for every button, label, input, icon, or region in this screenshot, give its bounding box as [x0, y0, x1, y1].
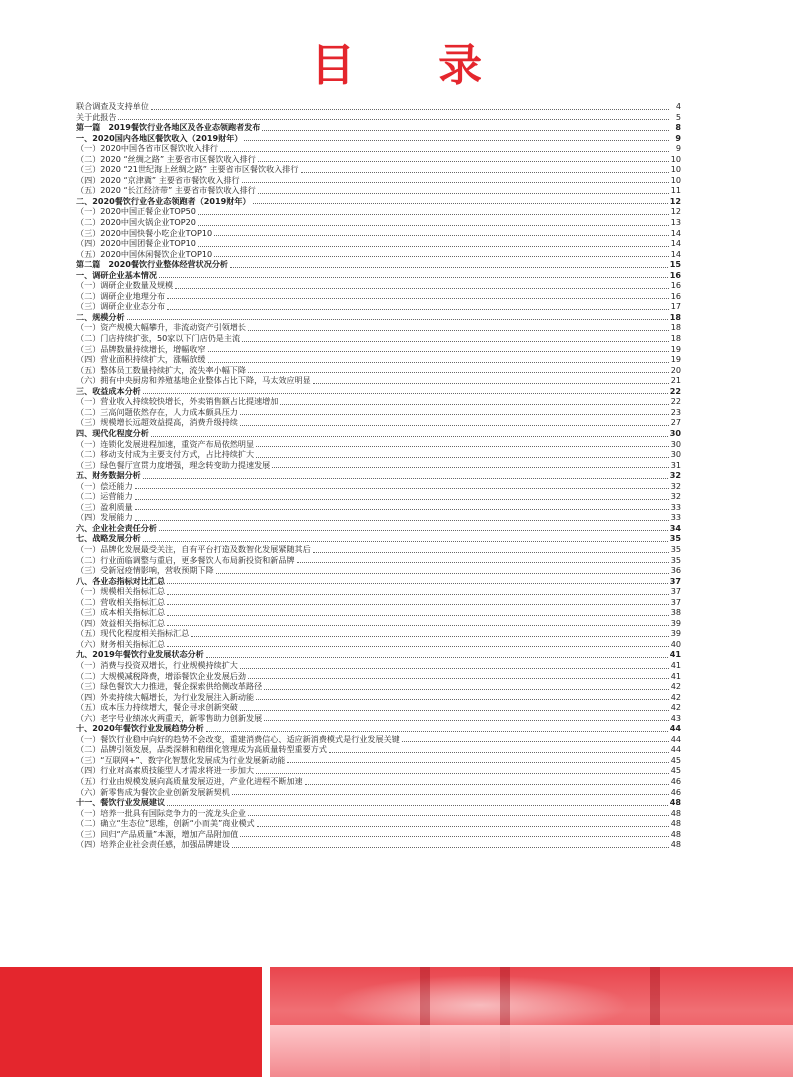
toc-leader-dots: [240, 414, 669, 415]
toc-entry-label: （三）回归“产品质量”本源，增加产品附加值: [76, 828, 239, 839]
toc-entry-label: 联合调查及支持单位: [76, 101, 149, 111]
toc-entry-label: 四、现代化程度分析: [76, 427, 149, 438]
toc-leader-dots: [208, 362, 669, 363]
toc-entry-label: （六）新零售成为餐饮企业创新发展新契机: [76, 786, 230, 797]
toc-entry[interactable]: [76, 808, 681, 819]
toc-page-number: 44: [670, 733, 681, 744]
toc-entry-label: （一）连锁化发展进程加速，重资产布局依然明显: [76, 438, 255, 449]
toc-page-number: 43: [670, 712, 681, 723]
toc-leader-dots: [242, 182, 669, 183]
toc-entry[interactable]: [76, 249, 681, 260]
toc-page-number: 20: [670, 364, 681, 375]
toc-leader-dots: [214, 235, 669, 236]
toc-entry[interactable]: [76, 502, 681, 513]
toc-leader-dots: [258, 161, 669, 162]
toc-entry-label: 十、2020年餐饮行业发展趋势分析: [76, 723, 204, 734]
toc-entry-label: （三）受新冠疫情影响，营收预期下降: [76, 565, 214, 576]
toc-entry-label: 六、企业社会责任分析: [76, 522, 157, 533]
toc-page-number: 32: [670, 491, 681, 502]
toc-leader-dots: [253, 203, 668, 204]
toc-entry[interactable]: [76, 628, 681, 639]
toc-section-entry[interactable]: [76, 196, 681, 207]
toc-leader-dots: [257, 826, 669, 827]
toc-entry-label: （二）门店持续扩张，50家以下门店仍是主流: [76, 333, 241, 344]
toc-leader-dots: [230, 267, 668, 268]
toc-section-entry[interactable]: [76, 386, 681, 397]
toc-entry[interactable]: [76, 460, 681, 471]
toc-entry[interactable]: [76, 639, 681, 650]
toc-leader-dots: [135, 488, 669, 489]
toc-leader-dots: [167, 604, 669, 605]
toc-section-entry[interactable]: [76, 270, 681, 281]
toc-leader-dots: [214, 256, 669, 257]
toc-leader-dots: [232, 847, 669, 848]
toc-section-entry[interactable]: [76, 312, 681, 323]
toc-entry-label: （五）整体员工数量持续扩大，流失率小幅下降: [76, 364, 246, 375]
toc-leader-dots: [118, 119, 669, 120]
toc-entry-label: （二）品牌引领发展，品类深耕和精细化管理成为高质量转型重要方式: [76, 744, 327, 755]
toc-entry-label: 五、财务数据分析: [76, 470, 141, 481]
banner-tablecloth: [270, 1025, 793, 1077]
toc-page-number: 16: [670, 280, 681, 291]
toc-leader-dots: [313, 383, 669, 384]
toc-entry-label: （一）营业收入持续较快增长，外卖销售额占比提速增加: [76, 396, 279, 407]
toc-entry[interactable]: [76, 322, 681, 333]
toc-entry[interactable]: [76, 765, 681, 776]
toc-leader-dots: [232, 794, 669, 795]
toc-entry[interactable]: [76, 618, 681, 629]
toc-entry[interactable]: [76, 555, 681, 566]
toc-section-entry[interactable]: [76, 649, 681, 660]
toc-section-entry[interactable]: [76, 797, 681, 808]
toc-leader-dots: [143, 541, 668, 542]
toc-entry-label: （五）现代化程度相关指标汇总: [76, 628, 190, 639]
toc-entry-label: （四）2020 “京津冀” 主要省市餐饮收入排行: [76, 174, 240, 185]
toc-entry[interactable]: [76, 407, 681, 418]
toc-page-number: 35: [670, 554, 681, 565]
toc-entry[interactable]: [76, 439, 681, 450]
toc-page-number: 30: [670, 438, 681, 449]
toc-leader-dots: [248, 815, 669, 816]
toc-entry-label: （二）确立“生态位”思维，创新“小而美”商业模式: [76, 818, 255, 829]
toc-section-entry[interactable]: [76, 259, 681, 270]
toc-entry-label: （六）老字号业绩冰火两重天，新零售助力创新发展: [76, 712, 263, 723]
toc-page-number: 19: [670, 354, 681, 365]
toc-leader-dots: [167, 625, 669, 626]
toc-page-number: 16: [670, 290, 681, 301]
toc-section-entry[interactable]: [76, 428, 681, 439]
toc-entry[interactable]: [76, 143, 681, 154]
toc-entry-label: （三）“互联网+”、数字化智慧化发展成为行业发展新动能: [76, 754, 286, 765]
toc-page-number: 15: [669, 259, 681, 270]
toc-leader-dots: [220, 151, 669, 152]
toc-entry-label: （一）资产规模大幅攀升，非流动资产引领增长: [76, 322, 246, 333]
toc-entry-label: （二）2020中国火锅企业TOP20: [76, 217, 196, 228]
toc-leader-dots: [262, 130, 669, 131]
toc-page-number: 9: [675, 143, 681, 154]
toc-leader-dots: [240, 668, 669, 669]
toc-entry[interactable]: [76, 692, 681, 703]
toc-leader-dots: [198, 225, 669, 226]
toc-entry-label: （四）营业面积持续扩大，涨幅放缓: [76, 354, 206, 365]
toc-page-number: 22: [669, 385, 681, 396]
page-title: 目 录: [310, 40, 517, 91]
toc-leader-dots: [305, 784, 669, 785]
toc-leader-dots: [248, 372, 669, 373]
toc-leader-dots: [159, 530, 668, 531]
toc-entry[interactable]: [76, 586, 681, 597]
toc-entry-label: （二）2020 “丝绸之路” 主要省市区餐饮收入排行: [76, 153, 256, 164]
toc-page-number: 48: [670, 807, 681, 818]
toc-page-number: 18: [670, 322, 681, 333]
toc-page-number: 18: [669, 311, 681, 322]
toc-leader-dots: [240, 836, 669, 837]
toc-page-number: 12: [670, 206, 681, 217]
toc-leader-dots: [264, 720, 669, 721]
toc-leader-dots: [256, 457, 669, 458]
toc-entry[interactable]: [76, 671, 681, 682]
toc-entry-label: （三）调研企业业态分布: [76, 301, 166, 312]
footer-red-block: [0, 967, 262, 1077]
toc-page-number: 10: [670, 174, 681, 185]
toc-leader-dots: [175, 288, 669, 289]
toc-entry[interactable]: [76, 291, 681, 302]
toc-page-number: 19: [670, 343, 681, 354]
toc-entry[interactable]: [76, 734, 681, 745]
toc-entry[interactable]: [76, 481, 681, 492]
toc-entry-label: （三）规模增长远超效益提高，消费升级持续: [76, 417, 238, 428]
toc-entry-label: （一）消费与投资双增长，行业规模持续扩大: [76, 659, 238, 670]
toc-page-number: 46: [670, 786, 681, 797]
toc-entry-label: （四）外卖持续大幅增长，为行业发展注入新动能: [76, 691, 255, 702]
toc-leader-dots: [151, 109, 669, 110]
toc-page-number: 48: [670, 839, 681, 850]
toc-entry[interactable]: [76, 713, 681, 724]
toc-page-number: 4: [675, 101, 681, 111]
toc-entry-label: 三、收益成本分析: [76, 385, 141, 396]
toc-page-number: 39: [670, 628, 681, 639]
toc-entry[interactable]: [76, 154, 681, 165]
toc-leader-dots: [167, 298, 669, 299]
toc-leader-dots: [135, 499, 669, 500]
toc-page-number: 17: [670, 301, 681, 312]
toc-page-number: 14: [670, 248, 681, 259]
toc-entry[interactable]: [76, 776, 681, 787]
toc-entry-label: （四）2020中国团餐企业TOP10: [76, 238, 196, 249]
toc-leader-dots: [240, 425, 669, 426]
toc-page-number: 42: [670, 691, 681, 702]
toc-entry[interactable]: [76, 344, 681, 355]
toc-page-number: 40: [670, 638, 681, 649]
toc-entry[interactable]: [76, 512, 681, 523]
toc-entry-label: （二）行业面临调整与重启，更多餐饮人布局新投资和新品牌: [76, 554, 295, 565]
toc-section-entry[interactable]: [76, 723, 681, 734]
toc-section-entry[interactable]: [76, 133, 681, 144]
toc-page-number: 37: [670, 586, 681, 597]
toc-entry-label: （四）发展能力: [76, 512, 133, 523]
toc-entry[interactable]: [76, 185, 681, 196]
toc-leader-dots: [135, 509, 669, 510]
toc-leader-dots: [248, 330, 669, 331]
toc-leader-dots: [135, 520, 669, 521]
toc-page-number: 44: [670, 744, 681, 755]
toc-entry[interactable]: [76, 597, 681, 608]
toc-page-number: 27: [670, 417, 681, 428]
toc-leader-dots: [143, 393, 668, 394]
toc-page-number: 12: [669, 195, 681, 206]
toc-entry-label: （六）拥有中央厨房和养殖基地企业整体占比下降，马太效应明显: [76, 375, 311, 386]
toc-entry[interactable]: [76, 164, 681, 175]
toc-leader-dots: [167, 646, 669, 647]
toc-entry[interactable]: [76, 365, 681, 376]
toc-entry-label: 第二篇 2020餐饮行业整体经营状况分析: [76, 259, 229, 270]
toc-page-number: 23: [670, 406, 681, 417]
toc-page-number: 38: [670, 607, 681, 618]
toc-entry[interactable]: [76, 354, 681, 365]
toc-page-number: 32: [670, 480, 681, 491]
toc-entry-label: 二、2020餐饮行业各业态领跑者（2019财年）: [76, 195, 251, 206]
toc-page-number: 9: [675, 132, 681, 143]
toc-page-number: 46: [670, 776, 681, 786]
toc-page-number: 41: [670, 659, 681, 670]
toc-page-number: 42: [670, 681, 681, 692]
toc-entry[interactable]: [76, 702, 681, 713]
toc-page-number: 34: [669, 522, 681, 533]
toc-page-number: 10: [670, 153, 681, 164]
toc-page-number: 37: [670, 596, 681, 607]
toc-page-number: 36: [670, 565, 681, 576]
toc-entry-label: （四）效益相关指标汇总: [76, 617, 166, 628]
toc-entry[interactable]: [76, 787, 681, 798]
toc-leader-dots: [297, 562, 669, 563]
toc-leader-dots: [159, 277, 668, 278]
toc-entry[interactable]: [76, 333, 681, 344]
toc-page-number: 13: [670, 217, 681, 228]
toc-section-entry[interactable]: [76, 533, 681, 544]
toc-entry-label: （一）2020中国正餐企业TOP50: [76, 206, 196, 217]
toc-entry-label: （三）成本相关指标汇总: [76, 607, 166, 618]
toc-entry-label: （一）2020中国各省市区餐饮收入排行: [76, 143, 219, 154]
toc-page-number: 11: [670, 185, 681, 196]
toc-section-entry[interactable]: [76, 523, 681, 534]
toc-entry[interactable]: [76, 829, 681, 840]
toc-entry[interactable]: [76, 818, 681, 829]
toc-entry-label: 一、调研企业基本情况: [76, 269, 157, 280]
toc-page-number: 45: [670, 765, 681, 776]
toc-entry-label: （二）调研企业地理分布: [76, 290, 166, 301]
toc-page-number: 44: [669, 723, 681, 734]
toc-entry[interactable]: [76, 681, 681, 692]
toc-entry-label: 九、2019年餐饮行业发展状态分析: [76, 649, 204, 660]
toc-entry[interactable]: [76, 396, 681, 407]
toc-entry[interactable]: [76, 449, 681, 460]
toc-entry[interactable]: [76, 607, 681, 618]
toc-leader-dots: [206, 657, 668, 658]
toc-entry-label: 十一、餐饮行业发展建议: [76, 797, 166, 808]
toc-page-number: 32: [669, 470, 681, 481]
toc-page-number: 5: [675, 111, 681, 122]
toc-leader-dots: [329, 752, 669, 753]
toc-leader-dots: [264, 689, 669, 690]
toc-entry-label: （一）偿还能力: [76, 480, 133, 491]
toc-entry-label: 一、2020国内各地区餐饮收入（2019财年）: [76, 132, 243, 143]
toc-leader-dots: [287, 762, 668, 763]
toc-entry[interactable]: [76, 280, 681, 291]
toc-leader-dots: [280, 404, 668, 405]
toc-page-number: 45: [670, 754, 681, 765]
table-of-contents: [76, 101, 681, 850]
toc-leader-dots: [143, 478, 668, 479]
toc-leader-dots: [244, 140, 669, 141]
toc-page-number: 35: [669, 533, 681, 544]
toc-leader-dots: [240, 710, 669, 711]
toc-page-number: 22: [670, 396, 681, 407]
toc-entry[interactable]: [76, 755, 681, 766]
toc-entry[interactable]: [76, 491, 681, 502]
toc-entry-label: （四）行业对高素质技能型人才需求将进一步加大: [76, 765, 255, 776]
toc-entry[interactable]: [76, 217, 681, 228]
toc-page-number: 48: [669, 797, 681, 808]
toc-entry[interactable]: [76, 175, 681, 186]
toc-leader-dots: [216, 573, 669, 574]
toc-entry-label: 关于此报告: [76, 111, 117, 122]
toc-entry[interactable]: [76, 206, 681, 217]
toc-leader-dots: [301, 172, 669, 173]
toc-entry-label: （五）行业由规模发展向高质量发展迈进，产业化进程不断加速: [76, 776, 303, 786]
toc-page-number: 33: [670, 512, 681, 523]
toc-entry-label: （五）2020 “长江经济带” 主要省市餐饮收入排行: [76, 185, 256, 196]
toc-entry[interactable]: [76, 375, 681, 386]
toc-entry-label: （三）绿色餐饮大力推进，餐企探索供给侧改革路径: [76, 681, 263, 692]
toc-entry[interactable]: [76, 101, 681, 112]
toc-entry-label: 七、战略发展分析: [76, 533, 141, 544]
toc-entry-label: （一）餐饮行业稳中向好的趋势不会改变，重建消费信心、适应新消费模式是行业发展关键: [76, 733, 400, 744]
toc-leader-dots: [248, 678, 669, 679]
toc-entry[interactable]: [76, 839, 681, 850]
toc-leader-dots: [208, 351, 669, 352]
toc-page-number: 48: [670, 818, 681, 829]
footer-photo-banner: [270, 967, 793, 1077]
toc-section-entry[interactable]: [76, 122, 681, 133]
toc-entry[interactable]: [76, 660, 681, 671]
toc-entry[interactable]: [76, 238, 681, 249]
toc-entry-label: （三）品牌数量持续增长，增幅收窄: [76, 343, 206, 354]
toc-entry[interactable]: [76, 744, 681, 755]
toc-leader-dots: [313, 552, 669, 553]
toc-leader-dots: [402, 741, 669, 742]
toc-entry-label: （五）2020中国休闲餐饮企业TOP10: [76, 248, 213, 259]
toc-entry-label: 二、规模分析: [76, 311, 125, 322]
toc-page-number: 48: [670, 828, 681, 839]
toc-leader-dots: [272, 467, 668, 468]
toc-entry[interactable]: [76, 544, 681, 555]
toc-page-number: 31: [670, 459, 681, 470]
toc-entry-label: （三）2020中国快餐小吃企业TOP10: [76, 227, 213, 238]
toc-leader-dots: [256, 446, 669, 447]
toc-leader-dots: [256, 773, 669, 774]
toc-page-number: 16: [669, 269, 681, 280]
toc-page-number: 30: [670, 449, 681, 460]
toc-leader-dots: [167, 615, 669, 616]
toc-entry-label: （三）绿色餐厅宣贯力度增强，理念转变助力提速发展: [76, 459, 271, 470]
toc-leader-dots: [127, 319, 668, 320]
toc-page-number: 35: [670, 543, 681, 554]
toc-page-number: 33: [670, 501, 681, 512]
toc-entry-label: （一）调研企业数量及规模: [76, 280, 174, 291]
toc-leader-dots: [167, 594, 669, 595]
toc-entry-label: （三）2020 “21世纪海上丝绸之路” 主要省市区餐饮收入排行: [76, 164, 299, 175]
toc-entry-label: 八、各业态指标对比汇总: [76, 575, 166, 586]
toc-entry-label: （四）培养企业社会责任感，加强品牌建设: [76, 839, 230, 850]
toc-section-entry[interactable]: [76, 576, 681, 587]
toc-leader-dots: [167, 805, 668, 806]
toc-entry-label: （一）品牌化发展最受关注，自有平台打造及数智化发展紧随其后: [76, 543, 311, 554]
toc-entry[interactable]: [76, 417, 681, 428]
toc-page-number: 8: [675, 122, 681, 133]
toc-page-number: 14: [670, 238, 681, 249]
toc-entry-label: （二）三高问题依然存在，人力成本颇具压力: [76, 406, 238, 417]
toc-leader-dots: [198, 246, 669, 247]
toc-page-number: 41: [669, 649, 681, 660]
toc-leader-dots: [191, 636, 668, 637]
toc-entry[interactable]: [76, 112, 681, 123]
toc-page-number: 18: [670, 333, 681, 344]
toc-leader-dots: [206, 731, 668, 732]
toc-entry-label: （一）规模相关指标汇总: [76, 586, 166, 597]
toc-entry-label: 第一篇 2019餐饮行业各地区及各业态领跑者发布: [76, 122, 261, 133]
toc-leader-dots: [167, 583, 668, 584]
toc-page-number: 37: [669, 575, 681, 586]
toc-entry-label: （二）移动支付成为主要支付方式，占比持续扩大: [76, 449, 255, 460]
toc-leader-dots: [256, 699, 669, 700]
toc-leader-dots: [242, 341, 669, 342]
toc-leader-dots: [198, 214, 669, 215]
toc-entry-label: （一）培养一批具有国际竞争力的一流龙头企业: [76, 807, 246, 818]
toc-leader-dots: [167, 309, 669, 310]
toc-page-number: 41: [670, 670, 681, 681]
toc-entry-label: （六）财务相关指标汇总: [76, 638, 166, 649]
toc-entry-label: （二）营收相关指标汇总: [76, 596, 166, 607]
toc-section-entry[interactable]: [76, 470, 681, 481]
toc-entry-label: （二）运营能力: [76, 491, 133, 502]
toc-page-number: 21: [670, 375, 681, 386]
toc-page-number: 30: [669, 427, 681, 438]
toc-entry-label: （三）盈利质量: [76, 501, 133, 512]
toc-entry[interactable]: [76, 228, 681, 239]
toc-entry-label: （五）成本压力持续增大，餐企寻求创新突破: [76, 702, 238, 713]
toc-page-number: 39: [670, 617, 681, 628]
toc-page-number: 10: [670, 164, 681, 175]
toc-page-number: 42: [670, 702, 681, 713]
toc-entry[interactable]: [76, 301, 681, 312]
toc-leader-dots: [258, 193, 669, 194]
toc-entry[interactable]: [76, 565, 681, 576]
toc-page-number: 14: [670, 227, 681, 238]
toc-entry-label: （二）大规模减税降费，增添餐饮企业发展后劲: [76, 670, 246, 681]
toc-leader-dots: [151, 436, 668, 437]
